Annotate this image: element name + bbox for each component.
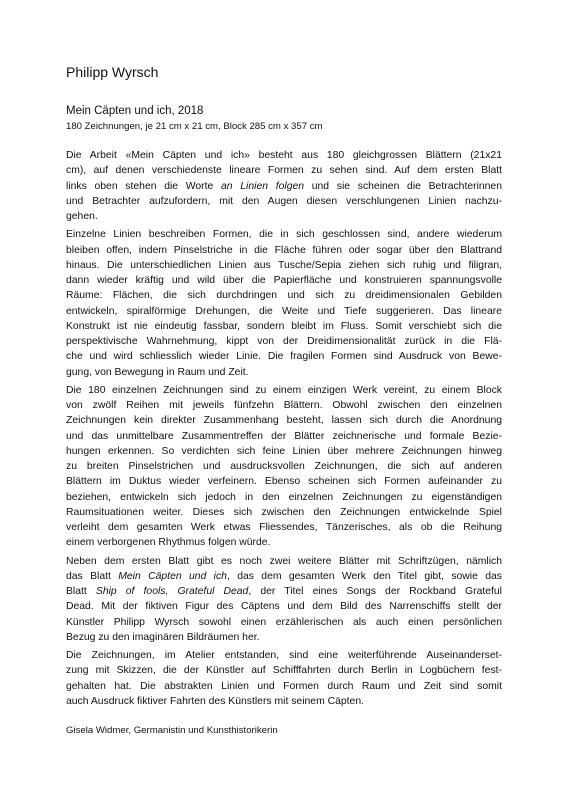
text-segment: zu breiten Pinselstrichen und ausdrucksvollen Zeichnungen, die sich auf anderen [66,461,502,472]
text-segment: Einzelne Linien beschreiben Formen, die in sich geschlossen sind, andere wiederum [66,229,502,241]
text-line [66,520,502,535]
work-title: Mein Cäpten und ich, 2018 [66,105,204,117]
work-details: 180 Zeichnungen, je 21 cm x 21 cm, Block 285 cm x 357 cm [66,121,323,132]
text-line [66,288,502,303]
text-line [66,349,502,364]
text-segment: verleiht dem gesamten Werk etwas Fliessendes, Tänzerisches, als ob die Reihung [66,522,502,533]
text-line [66,194,502,209]
text-line [66,429,502,444]
text-line [66,459,502,474]
text-segment: hungen erkennen. So verdichten sich feine Linien über mehrere Zeichnungen hinweg [66,445,502,457]
text-line [66,334,502,349]
text-line [66,243,502,258]
text-segment: Blatt [66,586,96,597]
text-segment: entwickeln, spiralförmige Drehungen, die Weite und Tiefe suggerieren. Das lineare [66,305,502,317]
text-line [66,535,502,550]
text-line [66,304,502,319]
text-segment: Bezug zu den imaginären Bildräumen her. [66,631,260,643]
text-line [66,630,502,645]
text-segment: hinaus. Die unterschiedlichen Linien aus Tusche/Sepia ziehen sich ruhig und filigran, [66,259,502,271]
text-line [66,444,502,459]
text-segment: Die 180 einzelnen Zeichnungen sind zu einem einzigen Werk vereint, zu einem Block [66,384,502,396]
text-line [66,679,502,694]
paragraph [66,227,502,380]
text-segment: bleiben offen, indem Pinselstriche in die Fläche führen oder sogar über den Blattrand [66,244,502,256]
text-segment: Künstler Philipp Wyrsch sowohl einen erzählerischen als auch einen persönlichen [66,616,502,628]
text-segment: cm), auf denen verschiedenste lineare Formen zu sehen sind. Auf dem ersten Blatt [66,165,502,177]
text-segment: von zwölf Reihen mit jeweils fünfzehn Blättern. Obwohl zwischen den einzelnen [66,400,502,411]
paragraph [66,554,502,646]
italic-phrase: Mein Cäpten und ich [118,570,227,582]
text-segment: Räume: Flächen, die sich durchdringen und sich zu dreidimensionalen Gebilden [66,290,502,302]
text-segment: zung mit Skizzen, die der Künstler auf Schifffahrten durch Berlin in Logbüchern fest- [66,665,502,677]
text-segment: Die Zeichnungen, im Atelier entstanden, sind eine weiterführende Auseinanderset- [66,650,502,661]
text-segment: das Blatt [66,570,119,582]
signature: Gisela Widmer, Germanistin und Kunsthistorikerin [66,725,278,736]
text-segment: Zeichnungen kein direkter Zusammenhang besteht, lassen sich durch die Anordnung [66,415,502,427]
text-line [66,148,502,163]
text-segment: , das dem gesamten Werk den Titel gibt, sowie das [226,570,502,582]
text-line [66,474,502,489]
text-line [66,694,502,709]
paragraph [66,148,502,224]
italic-phrase: Ship of fools, Grateful Dead [95,586,249,597]
paragraph [66,383,502,551]
text-line [66,273,502,288]
text-line [66,383,502,398]
text-segment: beziehen, entwickeln sich jedoch in den einzelnen Zeichnungen zu eigenständigen [66,491,502,503]
text-line [66,365,502,380]
text-line [66,648,502,663]
text-line [66,258,502,273]
text-segment: Die Arbeit «Mein Cäpten und ich» besteht aus 180 gleichgrossen Blättern (21x21 [66,150,502,161]
text-line [66,413,502,428]
text-segment: gehalten hat. Die abstrakten Linien und Formen durch Raum und Zeit sind somit [66,680,502,692]
text-line [66,569,502,584]
text-segment: und Betrachter aufzufordern, mit den Augen diesen verschlungenen Linien nachzu- [66,195,502,207]
text-segment: Dead. Mit der fiktiven Figur des Cäptens und dem Bild des Narrenschiffs stellt der [66,601,502,613]
text-segment: und das unmittelbare Zusammentreffen der Blätter zeichnerische und formale Bezie- [66,430,502,442]
italic-phrase: an Linien folgen [221,180,305,192]
text-line [66,599,502,614]
text-segment: Neben dem ersten Blatt gibt es noch zwei weitere Blätter mit Schriftzügen, nämlich [66,555,502,567]
text-segment: perspektivische Wahrnehmung, kippt von der Dreidimensionalität zurück in die Flä- [66,336,502,347]
text-line [66,163,502,178]
text-segment: Raumsituationen weiter. Dieses sich zwischen den Zeichnungen entwickelnde Spiel [66,506,502,518]
text-segment: dann wieder kräftig und wild über die Papierfläche und konstruieren spannungsvolle [66,275,502,286]
text-segment: , der Titel eines Songs der Rockband Grateful [248,586,502,597]
text-segment: auch Ausdruck fiktiver Fahrten des Künstlers mit seinem Cäpten. [66,695,364,707]
author-heading: Philipp Wyrsch [66,64,159,80]
text-line [66,209,502,224]
text-line [66,615,502,630]
text-line [66,554,502,569]
text-segment: Konstrukt ist nie eindeutig fassbar, sondern bleibt im Fluss. Somit verschiebt sich die [66,320,502,332]
essay-body [66,148,502,712]
text-segment: und sie scheinen die Betrachterinnen [304,180,502,192]
text-line [66,584,502,599]
text-segment: gung, von Bewegung in Raum und Zeit. [66,366,249,378]
text-line [66,663,502,678]
text-line [66,398,502,413]
text-line [66,505,502,520]
text-segment: Blättern im Duktus wieder verfeinern. Ebenso scheinen sich Formen aufeinander zu [66,476,502,488]
text-line [66,179,502,194]
text-line [66,319,502,334]
text-segment: einem verborgenen Rhythmus folgen würde. [66,537,271,549]
text-segment: gehen. [66,211,98,222]
text-segment: links oben stehen die Worte [66,180,222,192]
text-segment: che und wird schliesslich wieder Linie. Die fragilen Formen sind Ausdruck von Bewe- [66,351,502,363]
text-line [66,490,502,505]
paragraph [66,648,502,709]
text-line [66,227,502,242]
